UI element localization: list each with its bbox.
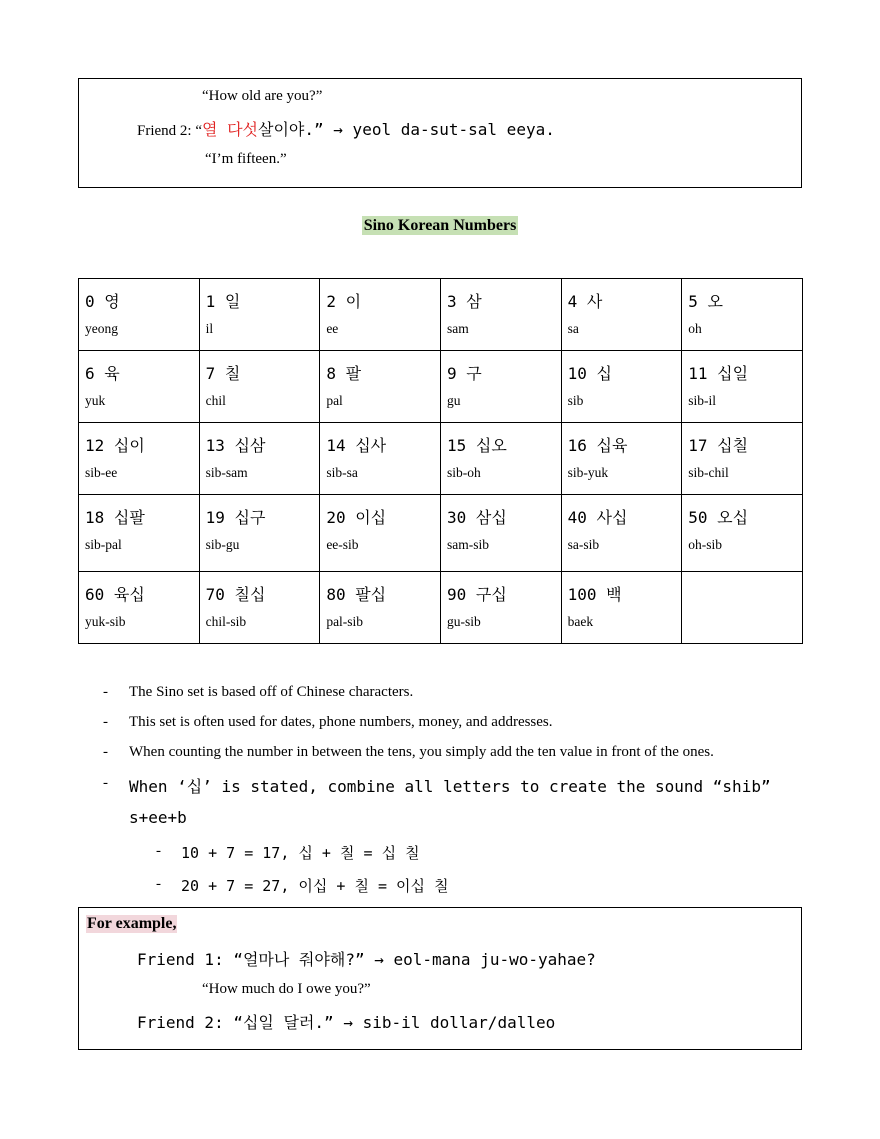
- table-cell: [79, 423, 200, 495]
- number-korean: 19 십구: [205, 508, 266, 527]
- top-box-answer-translation: “I’m fifteen.”: [205, 151, 287, 167]
- number-romanization: ee: [326, 321, 339, 336]
- example-translation: “How much do I owe you?”: [202, 981, 371, 997]
- table-cell: [320, 351, 441, 423]
- number-romanization: sib-oh: [446, 465, 481, 480]
- number-romanization: gu: [446, 393, 461, 408]
- number-romanization: yeong: [85, 321, 118, 336]
- number-romanization: sa: [567, 321, 579, 336]
- number-korean: 20 이십: [326, 508, 387, 527]
- table-row: [79, 495, 803, 572]
- number-korean: 16 십육: [567, 436, 628, 455]
- table-cell: [440, 572, 561, 644]
- number-korean: 10 십: [567, 364, 612, 383]
- bullet-dash: -: [103, 684, 108, 700]
- number-korean: 40 사십: [567, 508, 628, 527]
- number-korean: 13 십삼: [205, 436, 266, 455]
- bullet-counting-tens: When counting the number in between the tens, you simply add the ten value in front of the ones.: [129, 744, 714, 760]
- table-cell: [561, 572, 682, 644]
- bullet-shib-spelling: s+ee+b: [129, 808, 187, 827]
- number-korean: 0 영: [85, 292, 120, 311]
- table-cell: [79, 351, 200, 423]
- number-romanization: sib-pal: [85, 537, 122, 552]
- table-cell: [561, 495, 682, 572]
- table-cell: [199, 351, 320, 423]
- table-cell: [320, 423, 441, 495]
- number-korean: 100 백: [567, 585, 622, 604]
- bullet-shib-sound: When ‘십’ is stated, combine all letters to create the sound “shib”: [129, 777, 771, 796]
- table-cell: [561, 351, 682, 423]
- sub-bullet-27: 20 + 7 = 27, 이십 + 칠 = 이십 칠: [181, 877, 449, 895]
- table-cell: [199, 423, 320, 495]
- number-romanization: oh: [688, 321, 702, 336]
- number-romanization: pal-sib: [326, 614, 364, 629]
- number-korean: 11 십일: [688, 364, 749, 383]
- table-cell: [320, 572, 441, 644]
- number-romanization: yuk-sib: [85, 614, 126, 629]
- bullet-dash: -: [103, 744, 108, 760]
- table-cell: [199, 495, 320, 572]
- friend2-red-korean: 열 다섯: [202, 120, 259, 139]
- number-korean: 17 십칠: [688, 436, 749, 455]
- number-romanization: sib-gu: [205, 537, 240, 552]
- number-korean: 30 삼십: [446, 508, 507, 527]
- bullet-usage: This set is often used for dates, phone numbers, money, and addresses.: [129, 714, 553, 730]
- friend2-prefix: Friend 2: “: [137, 123, 202, 139]
- top-box-friend2-line: [137, 117, 555, 140]
- table-cell: [199, 279, 320, 351]
- number-korean: 18 십팔: [85, 508, 145, 527]
- table-cell: [320, 279, 441, 351]
- number-korean: 3 삼: [446, 292, 482, 311]
- table-cell: [320, 495, 441, 572]
- example-friend2-line: Friend 2: “십일 달러.” → sib-il dollar/dalleo: [137, 1013, 556, 1032]
- table-cell: [79, 572, 200, 644]
- number-romanization: sib-sa: [326, 465, 358, 480]
- number-romanization: ee-sib: [326, 537, 359, 552]
- table-cell: [561, 279, 682, 351]
- bullet-dash: -: [103, 775, 108, 791]
- number-korean: 2 이: [326, 292, 362, 311]
- number-romanization: oh-sib: [688, 537, 723, 552]
- table-cell: [682, 495, 803, 572]
- number-korean: 60 육십: [85, 585, 145, 604]
- number-korean: 7 칠: [205, 364, 241, 383]
- section-title: [0, 217, 880, 235]
- table-cell: [440, 279, 561, 351]
- table-cell: [682, 351, 803, 423]
- number-romanization: sib-chil: [688, 465, 729, 480]
- table-cell: [79, 279, 200, 351]
- number-korean: 4 사: [567, 292, 603, 311]
- number-korean: 1 일: [205, 292, 241, 311]
- number-romanization: baek: [567, 614, 594, 629]
- example-label: For example,: [87, 915, 177, 932]
- number-romanization: sib: [567, 393, 584, 408]
- number-romanization: chil-sib: [205, 614, 247, 629]
- table-cell: [79, 495, 200, 572]
- table-cell: [682, 423, 803, 495]
- friend2-korean: 살이야.”: [258, 120, 324, 139]
- table-row: [79, 423, 803, 495]
- number-romanization: sib-yuk: [567, 465, 609, 480]
- table-row: [79, 572, 803, 644]
- number-korean: 70 칠십: [205, 585, 266, 604]
- table-cell: [199, 572, 320, 644]
- number-korean: 5 오: [688, 292, 724, 311]
- table-cell: [561, 423, 682, 495]
- number-romanization: il: [205, 321, 214, 336]
- bullet-dash: -: [103, 714, 108, 730]
- bullet-sino-origin: The Sino set is based off of Chinese characters.: [129, 684, 414, 700]
- sub-bullet-dash: -: [156, 843, 161, 859]
- top-box-question-translation: “How old are you?”: [202, 88, 323, 104]
- number-romanization: sam: [446, 321, 469, 336]
- section-title-text: Sino Korean Numbers: [363, 217, 517, 234]
- number-korean: 90 구십: [446, 585, 507, 604]
- number-romanization: sib-ee: [85, 465, 118, 480]
- table-cell: [440, 423, 561, 495]
- table-cell: [682, 572, 803, 644]
- number-romanization: pal: [326, 393, 343, 408]
- number-korean: 14 십사: [326, 436, 387, 455]
- table-cell: [440, 351, 561, 423]
- table-cell: [682, 279, 803, 351]
- number-romanization: sib-sam: [205, 465, 248, 480]
- example-friend1-line: Friend 1: “얼마나 줘야해?” → eol-mana ju-wo-yahae?: [137, 950, 596, 969]
- number-romanization: gu-sib: [446, 614, 481, 629]
- sub-bullet-17: 10 + 7 = 17, 십 + 칠 = 십 칠: [181, 844, 420, 862]
- number-korean: 6 육: [85, 364, 120, 383]
- number-korean: 50 오십: [688, 508, 749, 527]
- sino-numbers-table: [78, 278, 803, 644]
- table-row: [79, 351, 803, 423]
- number-korean: 8 팔: [326, 364, 362, 383]
- number-korean: 80 팔십: [326, 585, 387, 604]
- number-romanization: sam-sib: [446, 537, 489, 552]
- number-romanization: sib-il: [688, 393, 717, 408]
- number-romanization: chil: [205, 393, 226, 408]
- number-romanization: yuk: [85, 393, 106, 408]
- number-korean: 15 십오: [446, 436, 507, 455]
- table-row: [79, 279, 803, 351]
- number-romanization: sa-sib: [567, 537, 600, 552]
- number-korean: [688, 582, 796, 604]
- number-korean: 12 십이: [85, 436, 145, 455]
- number-korean: 9 구: [446, 364, 482, 383]
- table-cell: [440, 495, 561, 572]
- friend2-romanization: → yeol da-sut-sal eeya.: [323, 120, 555, 139]
- sub-bullet-dash: -: [156, 876, 161, 892]
